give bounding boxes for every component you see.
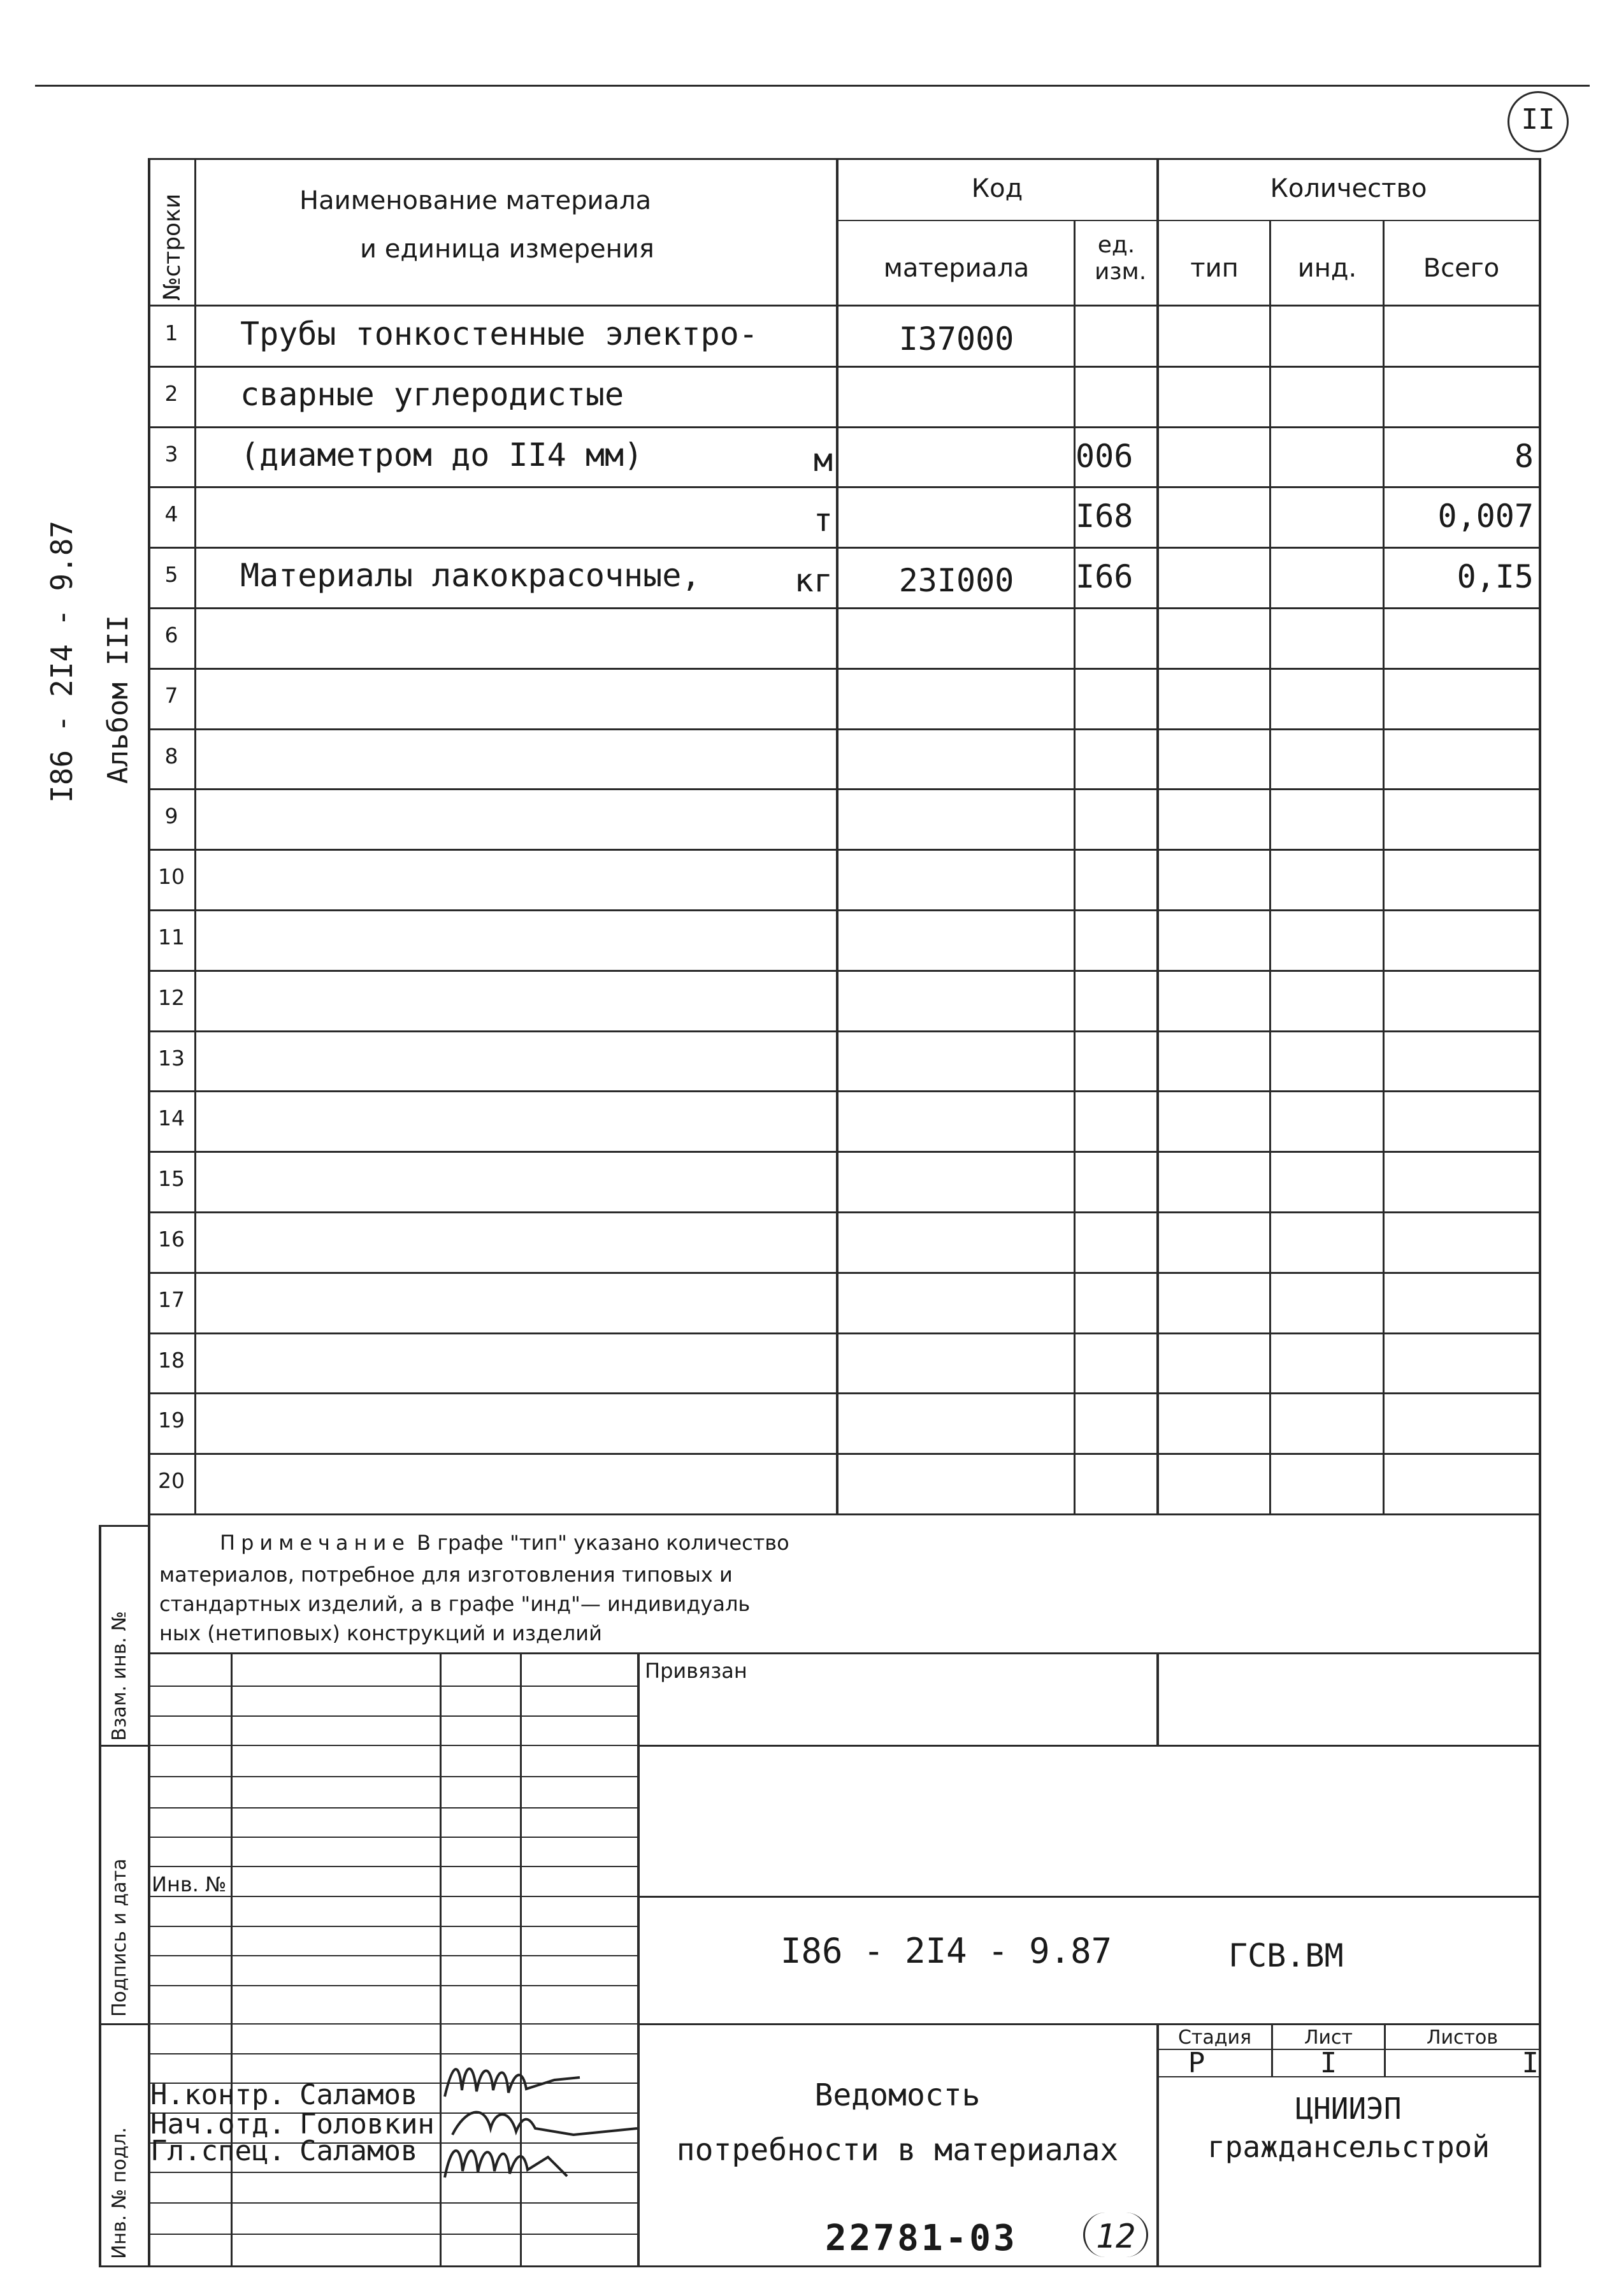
- table-row: [148, 1092, 1541, 1152]
- row-number: 11: [158, 925, 185, 949]
- material-name: сварные углеродистые: [240, 375, 624, 413]
- row-number: 7: [164, 682, 178, 708]
- sheets-value: I: [1522, 2047, 1539, 2079]
- label-inv-podl: Инв. № подл.: [108, 2127, 131, 2259]
- row-number: 1: [164, 321, 178, 345]
- staff-name: Саламов: [299, 2135, 418, 2167]
- material-code: I37000: [898, 321, 1014, 357]
- side-code-line1: I86 - 2I4 - 9.87: [45, 520, 79, 803]
- unit-code: I68: [1076, 498, 1133, 535]
- side-code-line2: Альбом III: [102, 615, 134, 784]
- header-code-group: Код: [971, 174, 1023, 203]
- row-number: 12: [158, 985, 185, 1010]
- note-line1: [220, 1531, 789, 1555]
- note-line4: ных (нетиповых) конструкций и изделий: [159, 1621, 602, 1645]
- top-rule: [35, 85, 1590, 87]
- row-number: 17: [158, 1287, 185, 1312]
- label-stage: Стадия: [1177, 2026, 1252, 2049]
- table-row: [148, 669, 1541, 730]
- table-row: [148, 1334, 1541, 1394]
- label-vzam-inv: Взам. инв. №: [108, 1611, 131, 1741]
- qty-total: 0,I5: [1457, 558, 1534, 596]
- row-number: 19: [158, 1408, 185, 1433]
- header-qty-type: тип: [1190, 254, 1239, 283]
- unit-name: т: [813, 502, 833, 539]
- row-number: 10: [158, 864, 185, 890]
- table-row: [148, 428, 1541, 488]
- row-number: 8: [164, 743, 178, 769]
- row-number: 18: [158, 1347, 185, 1373]
- label-inv-no: Инв. №: [152, 1872, 227, 1896]
- table-row: [148, 307, 1541, 367]
- note-line3: стандартных изделий, а в графе "инд"— индивидуаль: [159, 1592, 751, 1616]
- table-row: [148, 548, 1541, 609]
- org-line1: ЦНИИЭП: [1295, 2091, 1402, 2126]
- header-qty-total: Всего: [1423, 254, 1500, 283]
- note-lead: Примечание: [220, 1531, 410, 1555]
- table-row: [148, 609, 1541, 669]
- table-row: [148, 850, 1541, 911]
- row-number: 16: [158, 1227, 185, 1252]
- note-text-1: В графе "тип" указано количество: [417, 1531, 789, 1555]
- row-number: 5: [164, 562, 178, 588]
- header-row-number: №строки: [159, 193, 185, 301]
- doc-code: I86 - 2I4 - 9.87: [781, 1931, 1112, 1971]
- label-podpis-data: Подпись и дата: [108, 1858, 131, 2017]
- sheet-number: II: [1521, 103, 1555, 136]
- title-line2: потребности в материалах: [676, 2132, 1119, 2168]
- sheet-value: I: [1320, 2047, 1337, 2079]
- frame-top: [148, 158, 1541, 160]
- doc-mark: ГСВ.ВМ: [1228, 1937, 1344, 1974]
- material-name: Трубы тонкостенные электро-: [240, 315, 758, 352]
- row-number: 15: [158, 1166, 185, 1192]
- row-number: 13: [158, 1045, 185, 1071]
- header-qty-ind: инд.: [1297, 254, 1357, 283]
- stage-value: Р: [1188, 2047, 1205, 2079]
- unit-name: кг: [794, 562, 833, 600]
- table-row: [148, 790, 1541, 850]
- row-number: 4: [164, 502, 178, 527]
- row-number: 14: [158, 1106, 185, 1131]
- material-code: 23I000: [898, 562, 1014, 600]
- header-name-line2: и единица измерения: [360, 235, 654, 264]
- note-line2: материалов, потребное для изготовления типовых и: [159, 1563, 733, 1587]
- material-name: Материалы лакокрасочные,: [240, 557, 701, 595]
- unit-name: м: [813, 441, 833, 479]
- table-row: [148, 1152, 1541, 1213]
- row-number: 2: [164, 380, 178, 406]
- frame-bottom: [148, 2265, 1541, 2267]
- qty-total: 0,007: [1437, 498, 1534, 535]
- qty-total: 8: [1514, 437, 1534, 475]
- material-name: (диаметром до II4 мм): [240, 436, 644, 473]
- row-divider: [148, 1513, 1541, 1515]
- header-qty-group: Количество: [1270, 174, 1427, 203]
- table-row: [148, 911, 1541, 971]
- staff-name: Саламов: [299, 2079, 418, 2111]
- row-number: 6: [164, 623, 178, 647]
- staff-role: Гл.спец.: [150, 2135, 285, 2167]
- table-row: [148, 1213, 1541, 1273]
- archive-number: 22781-03: [825, 2218, 1018, 2259]
- unit-code: I66: [1076, 558, 1133, 596]
- table-row: [148, 1032, 1541, 1092]
- staff-role: Нач.отд.: [150, 2108, 285, 2141]
- unit-code: 006: [1076, 437, 1133, 475]
- row-number: 20: [158, 1468, 185, 1494]
- row-number: 3: [164, 441, 178, 466]
- header-code-unit: ед. изм.: [1095, 232, 1147, 285]
- table-row: [148, 1273, 1541, 1334]
- org-line2: граждансельстрой: [1207, 2130, 1490, 2164]
- label-sheets: Листов: [1426, 2026, 1499, 2049]
- label-sheet: Лист: [1304, 2026, 1353, 2049]
- table-row: [148, 730, 1541, 790]
- table-row: [148, 367, 1541, 428]
- staff-name: Головкин: [299, 2108, 435, 2141]
- table-row: [148, 1454, 1541, 1515]
- title-line1: Ведомость: [814, 2077, 981, 2113]
- row-number: 9: [164, 804, 178, 829]
- label-privyazan: Привязан: [645, 1659, 747, 1683]
- header-code-material: материала: [883, 254, 1030, 283]
- page-number: 12: [1095, 2218, 1136, 2256]
- table-row: [148, 971, 1541, 1032]
- staff-role: Н.контр.: [150, 2079, 285, 2111]
- signature-3: [440, 2132, 644, 2189]
- table-row: [148, 1394, 1541, 1454]
- table-row: [148, 487, 1541, 548]
- header-name-line1: Наименование материала: [299, 186, 652, 215]
